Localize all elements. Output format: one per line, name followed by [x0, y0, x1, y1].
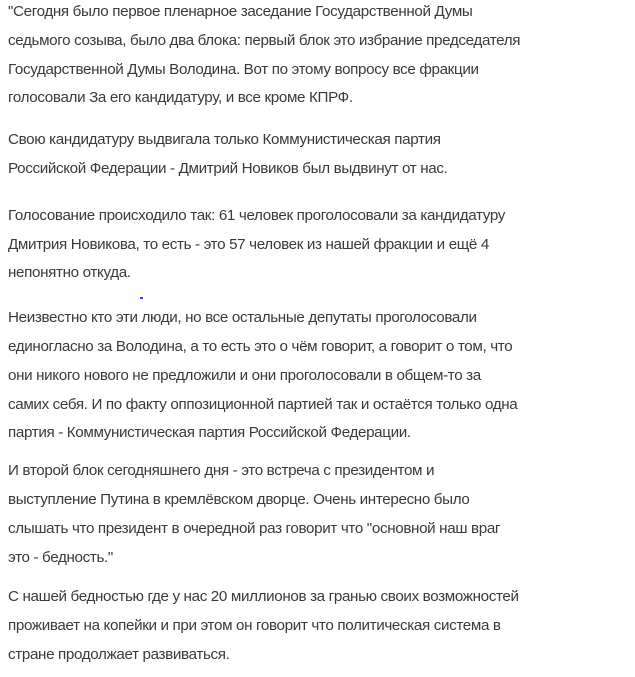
text-line: голосовали За его кандидатуру, и все кроме КПРФ. — [8, 89, 353, 107]
text-line: "Сегодня было первое пленарное заседание Государственной Думы — [8, 3, 473, 20]
text-line: стране продолжает развиваться. — [8, 645, 230, 663]
article-body — [8, 0, 633, 670]
text-line: Дмитрия Новикова, то есть - это 57 человек из нашей фракции и ещё 4 — [8, 235, 489, 253]
text-line: Неизвестно кто эти люди, но все остальные депутаты проголосовали — [8, 309, 477, 327]
text-line: выступление Путина в кремлёвском дворце. Очень интересно было — [8, 490, 470, 508]
text-line: И второй блок сегодняшнего дня - это встреча с президентом и — [8, 462, 435, 480]
text-line: слышать что президент в очередной раз говорит что "основной наш враг — [8, 519, 501, 537]
text-line: они никого нового не предложили и они проголосовали в общем-то за — [8, 366, 481, 384]
text-line: С нашей бедностью где у нас 20 миллионов за гранью своих возможностей — [8, 588, 519, 606]
text-line: седьмого созыва, было два блока: первый блок это избрание председателя — [8, 31, 521, 49]
text-line: это - бедность." — [8, 548, 113, 566]
text-line: Свою кандидатуру выдвигала только Коммунистическая партия — [8, 131, 441, 149]
paragraph-2 — [8, 126, 633, 184]
text-line: проживает на копейки и при этом он говорит что политическая система в — [8, 617, 501, 635]
paragraph-1 — [8, 0, 633, 113]
paragraph-4 — [8, 304, 633, 448]
text-line: единогласно за Володина, а то есть это о чём говорит, а говорит о том, что — [8, 337, 513, 355]
paragraph-6 — [8, 583, 633, 669]
text-line: Голосование происходило так: 61 человек проголосовали за кандидатуру — [8, 206, 506, 224]
text-line: партия - Коммунистическая партия Российской Федерации. — [8, 424, 411, 442]
paragraph-3 — [8, 202, 633, 288]
text-line: самих себя. И по факту оппозиционной партией так и остаётся только одна — [8, 395, 518, 413]
text-line: непонятно откуда. — [8, 264, 131, 282]
text-line: Российской Федерации - Дмитрий Новиков был выдвинут от нас. — [8, 159, 448, 177]
paragraph-5 — [8, 457, 633, 572]
text-line: Государственной Думы Володина. Вот по этому вопросу все фракции — [8, 60, 479, 78]
